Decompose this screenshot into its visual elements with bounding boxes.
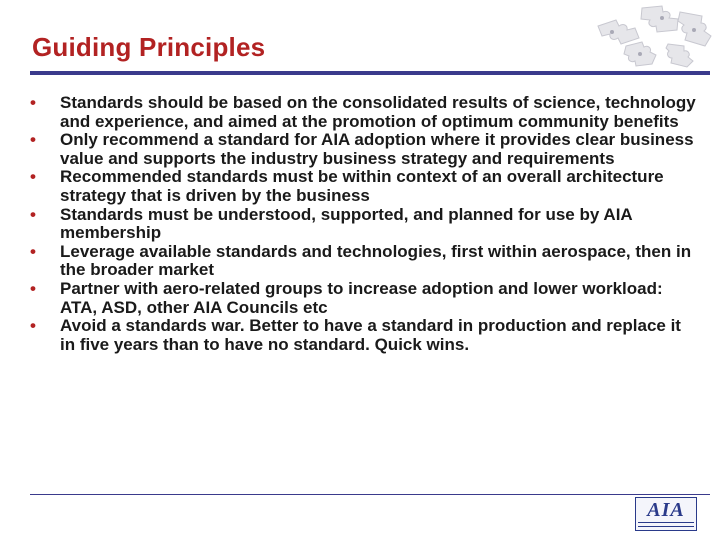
bullet-item bbox=[30, 168, 700, 205]
bullet-item bbox=[30, 206, 700, 243]
logo-underline bbox=[638, 522, 694, 527]
bullet-item bbox=[30, 94, 700, 131]
bullet-text: Avoid a standards war. Better to have a standard in production and replace it in five years than to have no standard. Quick wins. bbox=[60, 316, 681, 354]
footer-divider bbox=[30, 494, 710, 495]
bullet-text: Recommended standards must be within context of an overall architecture strategy that is driven by the business bbox=[60, 167, 664, 205]
bullet-text: Leverage available standards and technologies, first within aerospace, then in the broader market bbox=[60, 241, 692, 280]
bullet-text: Standards should be based on the consolidated results of science, technology and experience, and aimed at the promotion of optimum community benefits bbox=[60, 93, 696, 131]
bullet-marker: • bbox=[30, 130, 36, 150]
bullet-text: Partner with aero-related groups to increase adoption and lower workload: ATA, ASD, other AIA Councils etc bbox=[60, 278, 663, 317]
bullet-marker: • bbox=[30, 204, 36, 224]
bullet-marker: • bbox=[30, 93, 36, 112]
bullet-text: Only recommend a standard for AIA adoption where it provides clear business value and supports the industry business strategy and requirements bbox=[60, 130, 694, 168]
logo-text: AIA bbox=[647, 499, 685, 521]
bullet-text: Standards must be understood, supported, and planned for use by AIA membership bbox=[60, 204, 633, 243]
bullet-marker: • bbox=[30, 278, 36, 298]
bullet-item bbox=[30, 243, 700, 280]
bullet-item bbox=[30, 280, 700, 317]
bullet-item bbox=[30, 317, 700, 354]
slide-title: Guiding Principles bbox=[32, 32, 266, 62]
puzzle-pieces-icon bbox=[582, 2, 718, 68]
bullet-marker: • bbox=[30, 241, 36, 261]
bullet-marker: • bbox=[30, 316, 36, 336]
bullet-item bbox=[30, 131, 700, 168]
aia-logo bbox=[635, 497, 697, 531]
title-underline bbox=[30, 71, 710, 75]
bullet-list bbox=[30, 94, 700, 354]
bullet-marker: • bbox=[30, 167, 36, 187]
